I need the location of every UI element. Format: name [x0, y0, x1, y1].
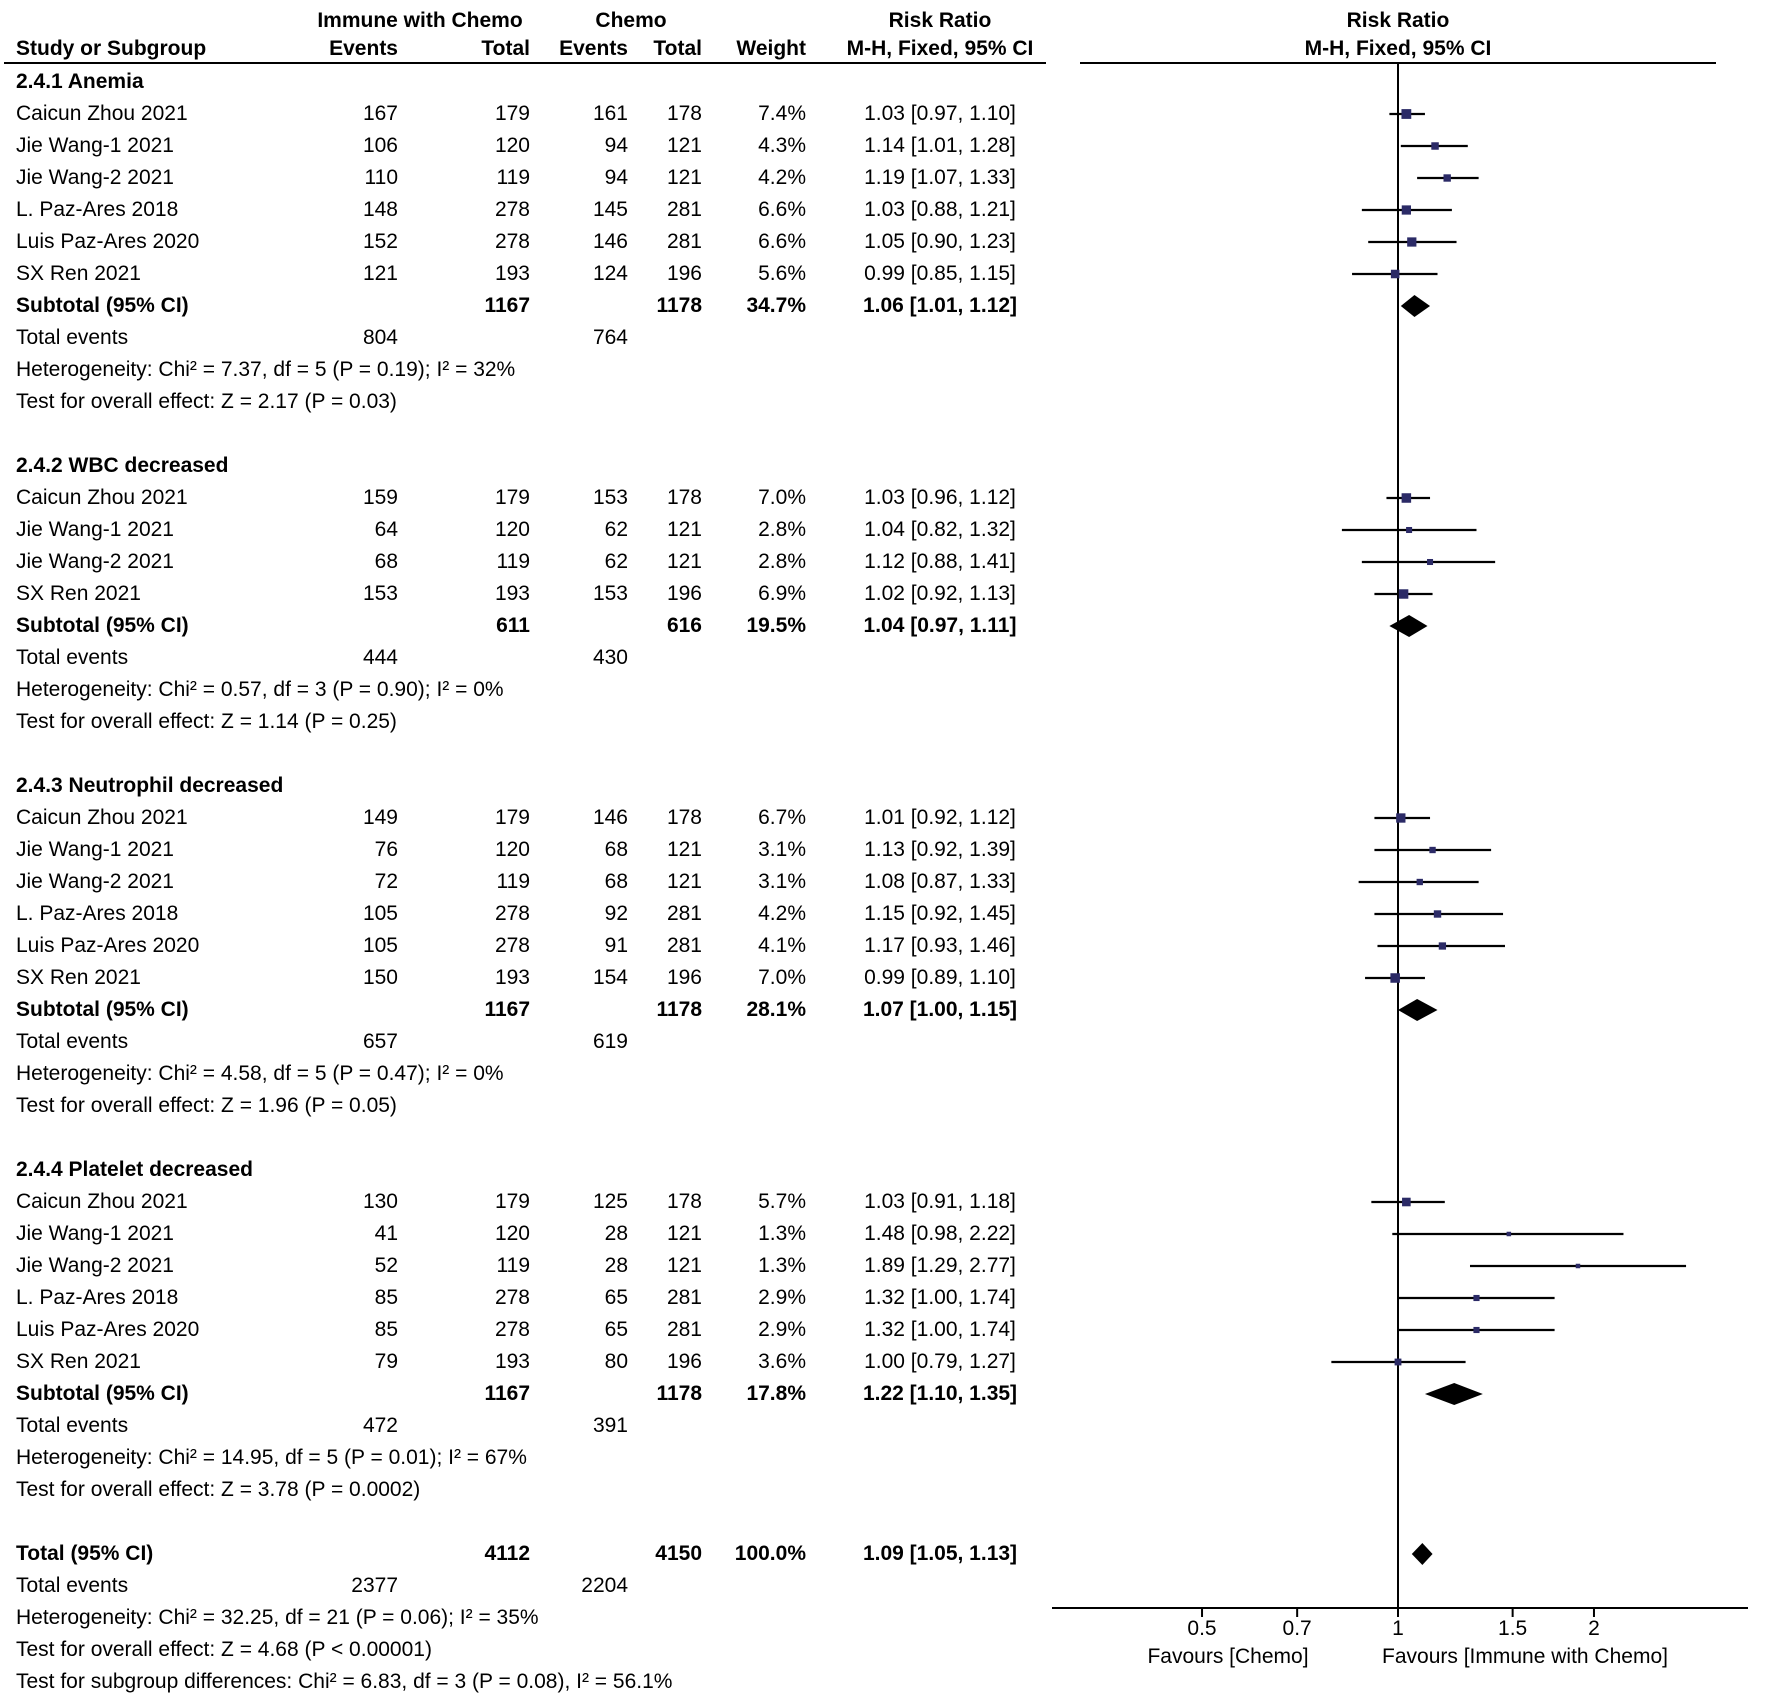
cell-weight: 2.9%: [758, 1318, 806, 1341]
study-name: SX Ren 2021: [16, 582, 141, 605]
ci-text: 1.22 [1.10, 1.35]: [862, 1382, 1018, 1405]
cell-t1: 179: [494, 102, 530, 125]
heterogeneity-row: [0, 1442, 1772, 1474]
total-events-label: Total events: [16, 646, 129, 669]
cell-t1: 120: [494, 134, 530, 157]
ci-text: 1.19 [1.07, 1.33]: [864, 166, 1016, 189]
cell-t1: 120: [494, 518, 530, 541]
cell-weight: 100.0%: [734, 1542, 806, 1565]
cell-t2: 178: [666, 486, 702, 509]
cell-e2: 125: [592, 1190, 628, 1213]
cell-e1: 130: [362, 1190, 398, 1213]
cell-t1: 278: [494, 934, 530, 957]
heterogeneity-text: Heterogeneity: Chi² = 32.25, df = 21 (P = 0.06); I² = 35%: [16, 1606, 539, 1629]
cell-weight: 7.0%: [758, 966, 806, 989]
cell-t1: 119: [496, 166, 530, 189]
subgroup-title: 2.4.3 Neutrophil decreased: [16, 774, 284, 797]
cell-e1: 72: [374, 870, 398, 893]
cell-e2: 430: [592, 646, 628, 669]
study-name: Caicun Zhou 2021: [16, 806, 188, 829]
cell-weight: 19.5%: [746, 614, 806, 637]
ci-text: 1.03 [0.88, 1.21]: [864, 198, 1016, 221]
ci-text: 1.02 [0.92, 1.13]: [864, 582, 1016, 605]
total1-column-header: Total: [481, 37, 530, 60]
study-row: [0, 802, 1772, 834]
study-row: [0, 1346, 1772, 1378]
heterogeneity-text: Heterogeneity: Chi² = 4.58, df = 5 (P = 0.47); I² = 0%: [16, 1062, 504, 1085]
subtotal-label: Subtotal (95% CI): [16, 614, 189, 637]
cell-t1: 278: [494, 230, 530, 253]
cell-t1: 193: [494, 966, 530, 989]
ci-text: 0.99 [0.89, 1.10]: [864, 966, 1016, 989]
subtotal-row: [0, 1378, 1772, 1410]
heterogeneity-row: [0, 1058, 1772, 1090]
total-events-row: [0, 322, 1772, 354]
study-name: Caicun Zhou 2021: [16, 1190, 188, 1213]
ci-text: 1.03 [0.97, 1.10]: [864, 102, 1016, 125]
cell-t2: 121: [666, 838, 702, 861]
overall-effect-row: [0, 1474, 1772, 1506]
subtotal-row: [0, 290, 1772, 322]
overall-effect-text: Test for overall effect: Z = 3.78 (P = 0.0002): [16, 1478, 421, 1501]
cell-weight: 3.1%: [758, 838, 806, 861]
cell-e1: 52: [374, 1254, 398, 1277]
ci-text: 1.14 [1.01, 1.28]: [864, 134, 1016, 157]
method-column-header: M-H, Fixed, 95% CI: [846, 37, 1034, 60]
cell-weight: 2.9%: [758, 1286, 806, 1309]
cell-weight: 3.6%: [758, 1350, 806, 1373]
study-row: [0, 226, 1772, 258]
cell-e1: 472: [362, 1414, 398, 1437]
cell-e2: 391: [592, 1414, 628, 1437]
cell-e2: 146: [592, 806, 628, 829]
total2-column-header: Total: [653, 37, 702, 60]
axis-tick-label: 0.5: [1187, 1617, 1217, 1640]
cell-e1: 2377: [351, 1574, 398, 1597]
cell-t1: 278: [494, 902, 530, 925]
cell-t2: 281: [666, 902, 702, 925]
cell-weight: 2.8%: [758, 550, 806, 573]
subgroup-title-row: [0, 450, 1772, 482]
study-row: [0, 514, 1772, 546]
study-row: [0, 258, 1772, 290]
study-row: [0, 1218, 1772, 1250]
ci-text: 1.15 [0.92, 1.45]: [864, 902, 1016, 925]
cell-e1: 150: [362, 966, 398, 989]
cell-t2: 616: [666, 614, 702, 637]
cell-t1: 278: [494, 1318, 530, 1341]
axis-tick-label: 2: [1588, 1617, 1600, 1640]
subgroup-differences-text: Test for subgroup differences: Chi² = 6.83, df = 3 (P = 0.08), I² = 56.1%: [16, 1670, 673, 1693]
heterogeneity-text: Heterogeneity: Chi² = 0.57, df = 3 (P = 0.90); I² = 0%: [16, 678, 504, 701]
study-row: [0, 578, 1772, 610]
plot-method-header: M-H, Fixed, 95% CI: [1304, 37, 1492, 60]
study-name: SX Ren 2021: [16, 966, 141, 989]
total-events-row: [0, 1410, 1772, 1442]
ci-text: 1.17 [0.93, 1.46]: [864, 934, 1016, 957]
cell-e1: 657: [362, 1030, 398, 1053]
overall-effect-row: [0, 1090, 1772, 1122]
heterogeneity-row: [0, 354, 1772, 386]
study-name: Caicun Zhou 2021: [16, 102, 188, 125]
cell-e2: 161: [592, 102, 628, 125]
cell-weight: 2.8%: [758, 518, 806, 541]
subgroup-title-row: [0, 66, 1772, 98]
cell-t2: 281: [666, 1286, 702, 1309]
cell-t2: 4150: [655, 1542, 702, 1565]
cell-e1: 444: [362, 646, 398, 669]
cell-e2: 145: [592, 198, 628, 221]
cell-e2: 62: [604, 550, 628, 573]
cell-t2: 1178: [656, 1382, 702, 1405]
cell-t1: 611: [496, 614, 530, 637]
cell-e2: 92: [604, 902, 628, 925]
cell-t2: 196: [666, 262, 702, 285]
cell-t1: 179: [494, 1190, 530, 1213]
subtotal-row: [0, 610, 1772, 642]
study-name: Jie Wang-1 2021: [16, 134, 174, 157]
study-row: [0, 130, 1772, 162]
total-events-label: Total events: [16, 1414, 129, 1437]
cell-e1: 106: [362, 134, 398, 157]
axis-tick-label: 1: [1392, 1617, 1404, 1640]
cell-t1: 120: [494, 1222, 530, 1245]
cell-e1: 167: [362, 102, 398, 125]
cell-t2: 121: [666, 550, 702, 573]
cell-weight: 34.7%: [746, 294, 806, 317]
cell-t1: 4112: [484, 1542, 530, 1565]
cell-weight: 28.1%: [746, 998, 806, 1021]
cell-e2: 28: [604, 1254, 628, 1277]
cell-weight: 6.6%: [758, 198, 806, 221]
cell-e2: 65: [604, 1318, 628, 1341]
cell-t2: 281: [666, 198, 702, 221]
cell-t1: 193: [494, 262, 530, 285]
cell-e1: 79: [374, 1350, 398, 1373]
study-row: [0, 546, 1772, 578]
study-name: SX Ren 2021: [16, 262, 141, 285]
cell-e2: 91: [604, 934, 628, 957]
cell-weight: 6.6%: [758, 230, 806, 253]
cell-weight: 6.7%: [758, 806, 806, 829]
overall-total-label: Total (95% CI): [16, 1542, 154, 1565]
cell-t1: 278: [494, 198, 530, 221]
study-name: Luis Paz-Ares 2020: [16, 934, 200, 957]
weight-column-header: Weight: [736, 37, 806, 60]
cell-weight: 6.9%: [758, 582, 806, 605]
cell-e1: 64: [374, 518, 398, 541]
cell-weight: 1.3%: [758, 1254, 806, 1277]
subgroup-title-row: [0, 1154, 1772, 1186]
cell-t2: 281: [666, 934, 702, 957]
cell-t2: 121: [666, 870, 702, 893]
cell-t2: 121: [666, 134, 702, 157]
cell-t2: 196: [666, 966, 702, 989]
cell-e2: 619: [592, 1030, 628, 1053]
total-events-row: [0, 1026, 1772, 1058]
total-events-label: Total events: [16, 1030, 129, 1053]
ci-text: 1.03 [0.96, 1.12]: [864, 486, 1016, 509]
study-row: [0, 1282, 1772, 1314]
cell-t1: 1167: [484, 998, 530, 1021]
subtotal-row: [0, 994, 1772, 1026]
total-events-label: Total events: [16, 326, 129, 349]
study-row: [0, 1186, 1772, 1218]
cell-e2: 764: [592, 326, 628, 349]
cell-weight: 5.7%: [758, 1190, 806, 1213]
study-name: Jie Wang-1 2021: [16, 518, 174, 541]
study-name: Luis Paz-Ares 2020: [16, 1318, 200, 1341]
ci-text: 1.06 [1.01, 1.12]: [862, 294, 1018, 317]
header-underline-right: [1080, 62, 1716, 64]
total-events-row: [0, 1570, 1772, 1602]
cell-weight: 1.3%: [758, 1222, 806, 1245]
ci-text: 1.03 [0.91, 1.18]: [864, 1190, 1016, 1213]
cell-t2: 121: [666, 1222, 702, 1245]
study-row: [0, 898, 1772, 930]
total-events-label: Total events: [16, 1574, 129, 1597]
cell-e2: 154: [592, 966, 628, 989]
cell-t1: 179: [494, 806, 530, 829]
subgroup-title: 2.4.1 Anemia: [16, 70, 144, 93]
study-row: [0, 834, 1772, 866]
favours-left-label: Favours [Chemo]: [1147, 1645, 1309, 1668]
cell-e1: 152: [362, 230, 398, 253]
cell-t2: 196: [666, 582, 702, 605]
cell-weight: 17.8%: [746, 1382, 806, 1405]
cell-t1: 278: [494, 1286, 530, 1309]
study-name: SX Ren 2021: [16, 1350, 141, 1373]
cell-weight: 4.2%: [758, 902, 806, 925]
overall-total-row: [0, 1538, 1772, 1570]
cell-e1: 148: [362, 198, 398, 221]
cell-e1: 41: [374, 1222, 398, 1245]
subtotal-label: Subtotal (95% CI): [16, 1382, 189, 1405]
overall-effect-row: [0, 706, 1772, 738]
subgroup-title: 2.4.4 Platelet decreased: [16, 1158, 253, 1181]
study-name: Jie Wang-2 2021: [16, 550, 174, 573]
favours-right-label: Favours [Immune with Chemo]: [1382, 1645, 1668, 1668]
cell-weight: 7.0%: [758, 486, 806, 509]
overall-effect-row: [0, 386, 1772, 418]
cell-t1: 1167: [484, 294, 530, 317]
cell-e2: 124: [592, 262, 628, 285]
risk-ratio-header: Risk Ratio: [888, 9, 992, 32]
cell-t2: 121: [666, 518, 702, 541]
cell-e2: 153: [592, 486, 628, 509]
study-name: Luis Paz-Ares 2020: [16, 230, 200, 253]
subgroup-title: 2.4.2 WBC decreased: [16, 454, 229, 477]
study-name: Jie Wang-1 2021: [16, 838, 174, 861]
ci-text: 1.32 [1.00, 1.74]: [864, 1318, 1016, 1341]
cell-t1: 179: [494, 486, 530, 509]
ci-text: 1.07 [1.00, 1.15]: [862, 998, 1018, 1021]
study-name: Jie Wang-2 2021: [16, 166, 174, 189]
cell-e1: 110: [364, 166, 398, 189]
subgroup-title-row: [0, 770, 1772, 802]
cell-weight: 4.1%: [758, 934, 806, 957]
cell-t1: 119: [496, 1254, 530, 1277]
study-row: [0, 98, 1772, 130]
cell-e1: 68: [374, 550, 398, 573]
heterogeneity-text: Heterogeneity: Chi² = 14.95, df = 5 (P = 0.01); I² = 67%: [16, 1446, 527, 1469]
study-name: Caicun Zhou 2021: [16, 486, 188, 509]
cell-t2: 1178: [656, 294, 702, 317]
study-name: Jie Wang-2 2021: [16, 1254, 174, 1277]
cell-e2: 94: [604, 166, 628, 189]
ci-text: 1.09 [1.05, 1.13]: [862, 1542, 1018, 1565]
cell-t2: 121: [666, 166, 702, 189]
ci-text: 1.48 [0.98, 2.22]: [864, 1222, 1016, 1245]
study-row: [0, 194, 1772, 226]
cell-e2: 2204: [581, 1574, 628, 1597]
cell-e1: 105: [362, 902, 398, 925]
cell-e1: 76: [374, 838, 398, 861]
cell-e1: 804: [362, 326, 398, 349]
total-events-row: [0, 642, 1772, 674]
cell-t1: 193: [494, 582, 530, 605]
cell-e2: 94: [604, 134, 628, 157]
subtotal-label: Subtotal (95% CI): [16, 998, 189, 1021]
cell-e1: 85: [374, 1286, 398, 1309]
subgroup-differences-row: [0, 1666, 1772, 1698]
cell-t1: 120: [494, 838, 530, 861]
cell-e2: 153: [592, 582, 628, 605]
cell-t2: 196: [666, 1350, 702, 1373]
overall-effect-text: Test for overall effect: Z = 1.96 (P = 0.05): [16, 1094, 397, 1117]
cell-weight: 3.1%: [758, 870, 806, 893]
heterogeneity-row: [0, 674, 1772, 706]
ci-text: 1.32 [1.00, 1.74]: [864, 1286, 1016, 1309]
events2-column-header: Events: [559, 37, 628, 60]
study-row: [0, 1314, 1772, 1346]
study-row: [0, 962, 1772, 994]
group1-header: Immune with Chemo: [317, 9, 523, 32]
cell-e1: 105: [362, 934, 398, 957]
cell-t2: 1178: [656, 998, 702, 1021]
cell-e2: 68: [604, 870, 628, 893]
cell-t1: 193: [494, 1350, 530, 1373]
study-row: [0, 482, 1772, 514]
cell-e2: 62: [604, 518, 628, 541]
events1-column-header: Events: [329, 37, 398, 60]
plot-risk-ratio-header: Risk Ratio: [1346, 9, 1450, 32]
cell-t2: 281: [666, 1318, 702, 1341]
ci-text: 1.04 [0.82, 1.32]: [864, 518, 1016, 541]
study-row: [0, 866, 1772, 898]
header-underline-left: [4, 62, 1046, 64]
cell-e1: 159: [362, 486, 398, 509]
study-name: L. Paz-Ares 2018: [16, 198, 179, 221]
study-row: [0, 1250, 1772, 1282]
study-name: L. Paz-Ares 2018: [16, 1286, 179, 1309]
axis-tick-label: 0.7: [1282, 1617, 1312, 1640]
study-name: L. Paz-Ares 2018: [16, 902, 179, 925]
ci-text: 1.13 [0.92, 1.39]: [864, 838, 1016, 861]
ci-text: 1.04 [0.97, 1.11]: [863, 614, 1017, 637]
cell-e1: 149: [362, 806, 398, 829]
cell-t2: 121: [666, 1254, 702, 1277]
cell-e1: 85: [374, 1318, 398, 1341]
group2-header: Chemo: [595, 9, 667, 32]
study-column-header: Study or Subgroup: [16, 37, 207, 60]
ci-text: 1.00 [0.79, 1.27]: [864, 1350, 1016, 1373]
cell-t2: 178: [666, 102, 702, 125]
ci-text: 1.89 [1.29, 2.77]: [864, 1254, 1016, 1277]
cell-e2: 80: [604, 1350, 628, 1373]
study-name: Jie Wang-1 2021: [16, 1222, 174, 1245]
cell-e1: 153: [362, 582, 398, 605]
subtotal-label: Subtotal (95% CI): [16, 294, 189, 317]
overall-effect-text: Test for overall effect: Z = 2.17 (P = 0.03): [16, 390, 397, 413]
cell-t2: 178: [666, 806, 702, 829]
cell-t2: 178: [666, 1190, 702, 1213]
cell-e2: 146: [592, 230, 628, 253]
cell-e2: 65: [604, 1286, 628, 1309]
study-row: [0, 162, 1772, 194]
study-row: [0, 930, 1772, 962]
cell-weight: 7.4%: [758, 102, 806, 125]
ci-text: 1.01 [0.92, 1.12]: [864, 806, 1016, 829]
cell-weight: 4.2%: [758, 166, 806, 189]
study-name: Jie Wang-2 2021: [16, 870, 174, 893]
cell-t2: 281: [666, 230, 702, 253]
overall-effect-text: Test for overall effect: Z = 4.68 (P < 0.00001): [16, 1638, 432, 1661]
cell-weight: 4.3%: [758, 134, 806, 157]
overall-effect-text: Test for overall effect: Z = 1.14 (P = 0.25): [16, 710, 397, 733]
cell-e2: 68: [604, 838, 628, 861]
axis-tick-label: 1.5: [1498, 1617, 1528, 1640]
cell-e2: 28: [604, 1222, 628, 1245]
cell-t1: 1167: [484, 1382, 530, 1405]
cell-t1: 119: [496, 870, 530, 893]
ci-text: 0.99 [0.85, 1.15]: [864, 262, 1016, 285]
heterogeneity-text: Heterogeneity: Chi² = 7.37, df = 5 (P = 0.19); I² = 32%: [16, 358, 516, 381]
cell-t1: 119: [496, 550, 530, 573]
cell-weight: 5.6%: [758, 262, 806, 285]
ci-text: 1.08 [0.87, 1.33]: [864, 870, 1016, 893]
ci-text: 1.05 [0.90, 1.23]: [864, 230, 1016, 253]
cell-e1: 121: [362, 262, 398, 285]
ci-text: 1.12 [0.88, 1.41]: [864, 550, 1016, 573]
